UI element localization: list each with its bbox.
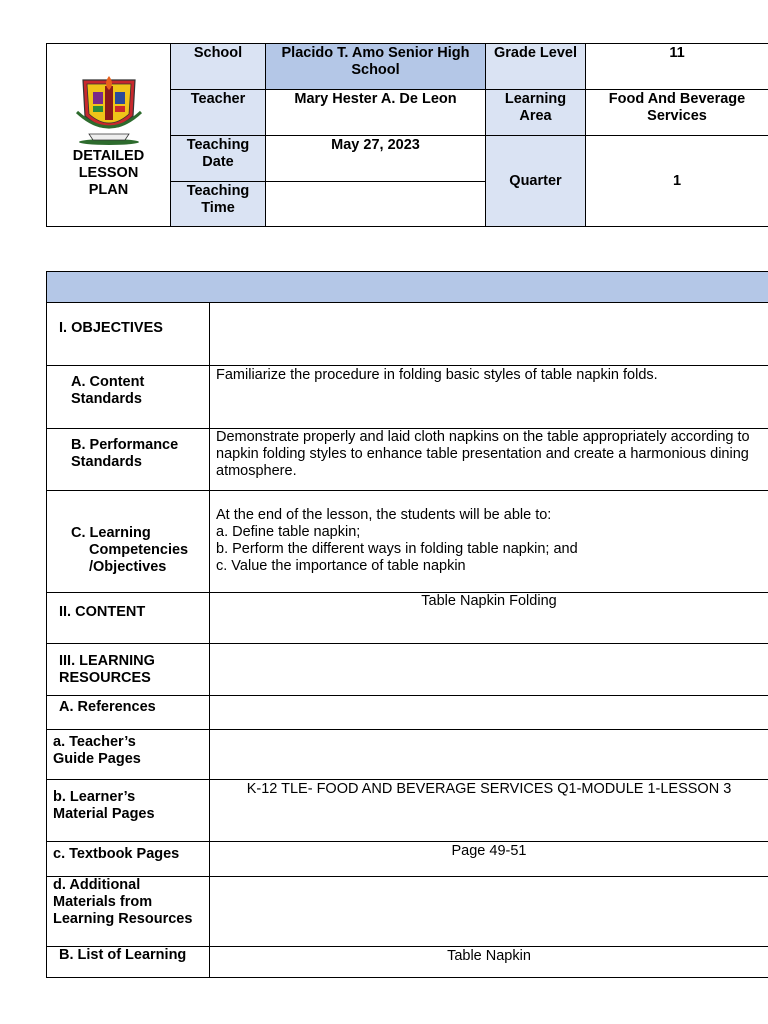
label-line: B. Performance <box>71 437 179 453</box>
learners-material-value: K-12 TLE- FOOD AND BEVERAGE SERVICES Q1-MODULE 1-LESSON 3 <box>210 780 768 842</box>
textbook-label: c. Textbook Pages <box>47 842 210 877</box>
label-line: Materials from <box>53 894 153 910</box>
document-title-line: PLAN <box>88 182 129 198</box>
teaching-date-value: May 27, 2023 <box>266 136 486 182</box>
section-banner <box>47 272 768 303</box>
content-value: Table Napkin Folding <box>210 593 768 644</box>
grade-level-value: 11 <box>586 44 768 90</box>
label-line: Learning Resources <box>53 911 193 927</box>
competency-item: a. Define table napkin; <box>216 524 361 540</box>
content-standards-value: Familiarize the procedure in folding basic styles of table napkin folds. <box>210 366 768 429</box>
learning-area-value: Food And Beverage Services <box>586 90 768 136</box>
list-of-learning-label: B. List of Learning <box>47 947 210 978</box>
label-line: a. Teacher’s <box>53 734 136 750</box>
quarter-value: 1 <box>586 136 768 227</box>
competencies-intro: At the end of the lesson, the students will be able to: <box>216 507 552 523</box>
additional-materials-label <box>47 877 210 947</box>
learners-material-label <box>47 780 210 842</box>
additional-materials-value <box>210 877 768 947</box>
label-line: Standards <box>71 454 142 470</box>
objectives-label: I. OBJECTIVES <box>47 303 210 366</box>
teachers-guide-label <box>47 730 210 780</box>
references-value <box>210 696 768 730</box>
header-table <box>46 43 768 227</box>
content-standards-label <box>47 366 210 429</box>
teacher-value: Mary Hester A. De Leon <box>266 90 486 136</box>
label-line: Material Pages <box>53 806 155 822</box>
competency-item: c. Value the importance of table napkin <box>216 558 466 574</box>
school-value: Placido T. Amo Senior High School <box>266 44 486 90</box>
teaching-time-value <box>266 182 486 227</box>
performance-standards-value: Demonstrate properly and laid cloth napkins on the table appropriately according to napkin folding styles to enhance table presentation and create a harmonious dining atmosphere. <box>210 429 768 491</box>
label-line: RESOURCES <box>59 670 151 686</box>
label-line: A. Content <box>71 374 145 390</box>
content-label: II. CONTENT <box>47 593 210 644</box>
document-title-line: LESSON <box>78 165 139 181</box>
school-seal-icon <box>69 72 149 146</box>
label-line: /Objectives <box>89 559 167 575</box>
textbook-value: Page 49-51 <box>210 842 768 877</box>
teacher-label: Teacher <box>171 90 266 136</box>
label-line: Standards <box>71 391 142 407</box>
lesson-plan-table <box>46 271 768 978</box>
performance-standards-label <box>47 429 210 491</box>
label-line: III. LEARNING <box>59 653 155 669</box>
school-logo-cell <box>47 44 171 227</box>
teaching-time-label: Teaching Time <box>171 182 266 227</box>
competency-item: b. Perform the different ways in folding table napkin; and <box>216 541 578 557</box>
objectives-value <box>210 303 768 366</box>
teaching-date-label: Teaching Date <box>171 136 266 182</box>
document-title-line: DETAILED <box>72 148 145 164</box>
label-line: C. Learning <box>71 525 151 541</box>
document-title <box>51 148 166 199</box>
quarter-label: Quarter <box>486 136 586 227</box>
learning-resources-label <box>47 644 210 696</box>
list-of-learning-value: Table Napkin <box>210 947 768 978</box>
learning-area-label: Learning Area <box>486 90 586 136</box>
learning-resources-value <box>210 644 768 696</box>
school-label: School <box>171 44 266 90</box>
references-label: A. References <box>47 696 210 730</box>
label-line: b. Learner’s <box>53 789 136 805</box>
label-line: Guide Pages <box>53 751 141 767</box>
label-line: Competencies <box>89 542 189 558</box>
label-line: d. Additional <box>53 877 141 893</box>
grade-level-label: Grade Level <box>486 44 586 90</box>
teachers-guide-value <box>210 730 768 780</box>
competencies-value <box>210 491 768 593</box>
competencies-label <box>47 491 210 593</box>
